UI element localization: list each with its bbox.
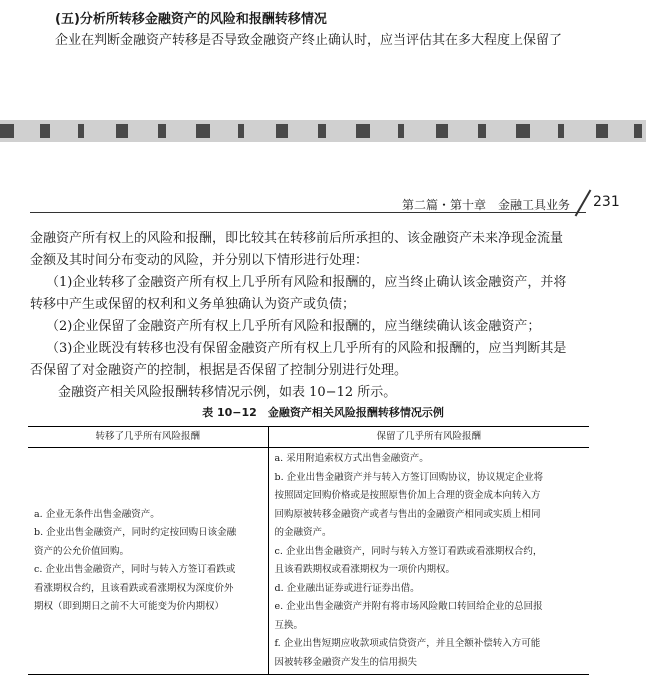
header-rule — [30, 212, 586, 213]
cell-line: c. 企业出售金融资产，同时与转入方签订看跌或看涨期权合约， — [274, 545, 543, 557]
table-caption: 表 10−12 金融资产相关风险报酬转移情况示例 — [202, 406, 444, 419]
paragraph-line: （2)企业保留了金融资产所有权上几乎所有风险和报酬的，应当继续确认该金融资产； — [46, 319, 541, 334]
column-header: 转移了几乎所有风险报酬 — [28, 427, 268, 448]
paragraph-line: （3)企业既没有转移也没有保留金融资产所有权上几乎所有的风险和报酬的，应当判断其是 — [46, 341, 567, 356]
cell-line: 回购原被转移金融资产或者与售出的金融资产相同或实质上相同 — [274, 508, 541, 520]
cell-line: 看涨期权合约，且该看跌或看涨期权为深度价外 — [34, 582, 234, 594]
risk-transfer-table — [28, 426, 589, 675]
paragraph-line: （1)企业转移了金融资产所有权上几乎所有风险和报酬的，应当终止确认该金融资产，并将 — [46, 275, 567, 290]
paragraph-line: 否保留了对金融资产的控制，根据是否保留了控制分别进行处理。 — [30, 363, 408, 378]
cell-line: 期权（即到期日之前不大可能变为价内期权） — [34, 601, 225, 612]
cell-line: e. 企业出售金融资产并附有将市场风险敞口转回给企业的总回报 — [274, 601, 543, 612]
paragraph-line: 企业在判断金融资产转移是否导致金融资产终止确认时，应当评估其在多大程度上保留了 — [55, 33, 563, 48]
paragraph-line: 转移中产生或保留的权利和义务单独确认为资产或负债； — [30, 297, 356, 312]
paragraph-line: 金融资产所有权上的风险和报酬，即比较其在转移前后所承担的、该金融资产未来净现金流量 — [30, 231, 564, 246]
cell-line: d. 企业融出证券或进行证券出借。 — [274, 582, 420, 594]
cell-line: a. 采用附追索权方式出售金融资产。 — [274, 453, 429, 464]
cell-line: b. 企业出售金融资产并与转入方签订回购协议，协议规定企业将 — [274, 471, 544, 483]
paragraph-line: 金额及其时间分布变动的风险，并分别以下情形进行处理： — [30, 253, 369, 268]
cell-line: c. 企业出售金融资产，同时与转入方签订看跌或 — [34, 564, 236, 575]
paragraph-line: 金融资产相关风险报酬转移情况示例，如表 10−12 所示。 — [58, 385, 397, 400]
table-header-row — [28, 427, 589, 448]
cell-line: 按照固定回购价格或是按照原售价加上合理的资金成本向转入方 — [274, 490, 541, 501]
cell-line: 且该看跌期权或看涨期权为一项价内期权。 — [274, 564, 456, 575]
cell-line: 资产的公允价值回购。 — [34, 545, 130, 557]
column-header: 保留了几乎所有风险报酬 — [268, 427, 589, 448]
table-cell-transferred — [28, 448, 268, 675]
cell-line: b. 企业出售金融资产，同时约定按回购日该金融 — [34, 527, 237, 538]
cell-line: f. 企业出售短期应收款项或信贷资产，并且全额补偿转入方可能 — [274, 638, 541, 649]
cell-line: 因被转移金融资产发生的信用损失 — [274, 656, 418, 668]
running-header: 第二篇・第十章 金融工具业务 — [402, 198, 571, 212]
table-cell-retained — [268, 448, 589, 675]
section-heading: (五)分析所转移金融资产的风险和报酬转移情况 — [55, 12, 327, 27]
table-row — [28, 448, 589, 675]
cell-line: 的金融资产。 — [274, 527, 332, 538]
cell-line: a. 企业无条件出售金融资产。 — [34, 508, 160, 520]
page-gap-strip — [0, 120, 646, 142]
page-number: 231 — [593, 194, 620, 210]
cell-line: 互换。 — [274, 619, 304, 631]
